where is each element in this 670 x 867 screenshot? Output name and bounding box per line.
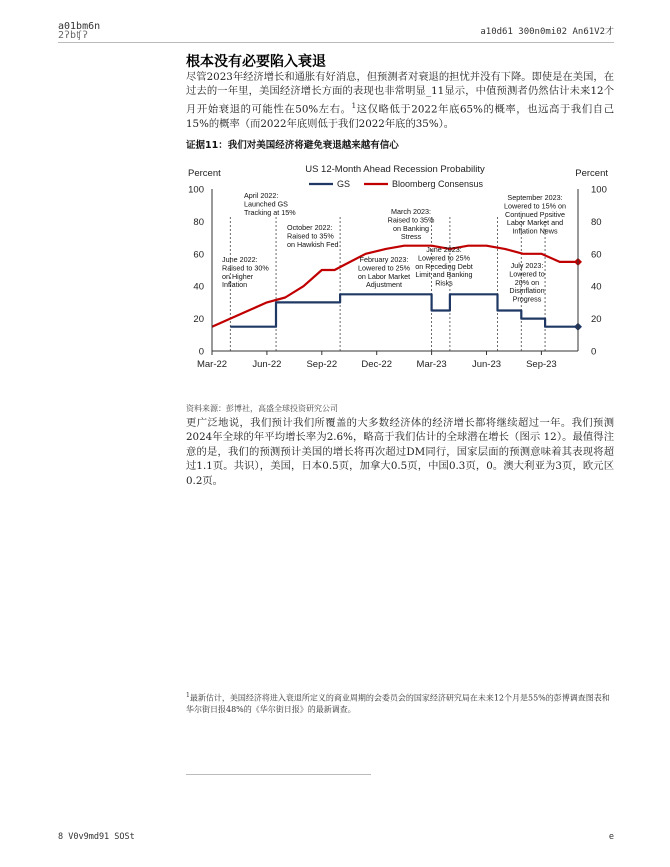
header-right: a10d61 300n0mi02 An61V2才 xyxy=(480,27,614,37)
paragraph-1 xyxy=(186,70,614,131)
event-annotation-line: Limit and Banking xyxy=(415,270,473,280)
event-annotation-line: June 2022: xyxy=(222,255,258,264)
event-annotation-line: Progress xyxy=(512,294,542,304)
event-annotation-line: Risks xyxy=(435,278,453,288)
event-annotation-line: Launched GS xyxy=(244,199,288,209)
event-annotation-line: on Banking xyxy=(393,223,429,233)
paragraph-2: 更广泛地说，我们预计我们所覆盖的大多数经济体的经济增长都将继续超过一年。我们预测2024年全球的年平均增长率为2.6%，略高于我们估计的全球潜在增长（图示 12）。最值得注意的是，我们的预测预计美国的增长将再次超过DM同行，国家层面的预测意味着其表现将超过1.1页。共识），美国，日本0.5页，加拿大0.5页，中国0.3页，0。澳大利亚为3页，欧元区0.2页。 xyxy=(186,417,614,487)
x-tick-label: Mar-23 xyxy=(416,359,447,370)
event-annotation-line: Adjustment xyxy=(366,280,402,290)
event-annotation-line: Tracking at 15% xyxy=(244,207,296,217)
event-annotation-line: Raised to 30% xyxy=(222,263,269,273)
x-tick-label: Sep-23 xyxy=(526,359,557,370)
y-tick-right: 20 xyxy=(591,314,602,326)
event-annotation xyxy=(415,245,473,288)
y-tick-left: 0 xyxy=(198,346,204,358)
x-tick-label: Dec-22 xyxy=(361,359,393,370)
y-tick-left: 40 xyxy=(193,281,204,293)
event-annotation-line: Raised to 35% xyxy=(387,215,435,225)
y-tick-right: 40 xyxy=(591,281,602,293)
event-annotation-line: July 2023: xyxy=(510,261,544,270)
recession-probability-chart xyxy=(186,157,614,395)
header-left xyxy=(58,22,100,40)
event-annotation xyxy=(222,255,269,289)
event-annotation-line: April 2022: xyxy=(244,191,279,200)
y-tick-right: 80 xyxy=(591,216,602,228)
event-annotation-line: Lowered to xyxy=(509,269,545,279)
header-rule xyxy=(58,42,614,43)
event-annotation-line: on Higher xyxy=(222,271,254,281)
footnote-ref[interactable]: 1 xyxy=(351,101,357,110)
event-annotation-line: Lowered to 15% on xyxy=(504,201,566,211)
y-axis-label-right: Percent xyxy=(575,168,608,179)
event-annotation-line: March 2023: xyxy=(391,207,431,216)
y-tick-right: 60 xyxy=(591,249,602,261)
footnote-rule xyxy=(186,774,371,775)
event-annotation-line: on Hawkish Fed xyxy=(287,239,339,249)
legend-label-consensus: Bloomberg Consensus xyxy=(392,179,484,189)
event-annotation-line: Continued Positive xyxy=(505,209,565,219)
y-tick-left: 60 xyxy=(193,249,204,261)
y-tick-right: 0 xyxy=(591,346,597,358)
event-annotation-line: September 2023: xyxy=(507,193,563,202)
footnote xyxy=(186,690,614,715)
y-axis-label-left: Percent xyxy=(188,168,221,179)
event-annotation-line: Lowered to 25% xyxy=(418,253,470,263)
y-tick-left: 20 xyxy=(193,314,204,326)
exhibit-title: 证据11：我们对美国经济将避免衰退越来越有信心 xyxy=(186,140,399,151)
event-annotation xyxy=(358,255,411,289)
event-annotation xyxy=(388,207,435,241)
event-annotation-line: 20% on xyxy=(514,277,540,287)
section-title: 根本没有必要陷入衰退 xyxy=(186,54,326,70)
event-annotation-line: on Labor Market xyxy=(357,271,411,281)
paragraph-1-text: 尽管2023年经济增长和通胀有好消息，但预测者对衰退的担忧并没有下降。即使是在美国，在过去的一年里，美国经济增长方面的表现也非常明显_11显示，中值预测者仍然估计未来12个月开始衰退的可能性在50%左右。 xyxy=(186,71,614,116)
event-annotation-line: Stress xyxy=(400,232,422,242)
event-annotation-line: Disinflation xyxy=(509,286,545,296)
event-annotation-line: Inflation News xyxy=(512,226,558,236)
header-left-line2: 2ʔbʧʔ xyxy=(58,30,89,41)
x-tick-label: Jun-22 xyxy=(252,359,282,370)
legend-label-gs: GS xyxy=(337,179,351,189)
event-annotation-line: Raised to 35% xyxy=(287,231,334,241)
x-tick-label: Jun-23 xyxy=(471,359,502,370)
event-annotation xyxy=(244,191,296,217)
paragraph-1-text-2: 这仅略低于2022年底65%的概率，也远高于我们自己15%的概率（而2022年底则低于我们2022年底的35%）。 xyxy=(186,103,615,130)
y-tick-right: 100 xyxy=(591,184,607,196)
event-annotation-line: February 2023: xyxy=(359,255,409,264)
chart-source: 资料来源：彭博社，高盛全球投资研究公司 xyxy=(186,404,338,413)
event-annotation xyxy=(509,261,545,304)
y-tick-left: 100 xyxy=(188,184,204,196)
event-annotation-line: Lowered to 25% xyxy=(358,263,410,273)
footnote-text: 最新估计，美国经济将进入衰退所定义的商业周期的会委员会的国家经济研究局在未来12个月是55%的彭博调查图表和华尔街日报48%的《华尔街日报》的最新调查。 xyxy=(186,693,610,714)
header-left-line1: a01bm6n xyxy=(58,21,101,32)
event-annotation-line: Labor Market and xyxy=(506,218,564,228)
event-annotation-line: Inflation xyxy=(222,280,248,290)
event-annotation-line: October 2022: xyxy=(287,223,333,232)
x-tick-label: Sep-22 xyxy=(306,359,338,370)
y-tick-left: 80 xyxy=(193,216,204,228)
footnote-number: 1 xyxy=(186,692,190,699)
event-annotation xyxy=(287,223,339,249)
footer-right: e xyxy=(608,832,614,842)
event-annotation-line: on Receding Debt xyxy=(415,261,473,271)
event-annotation xyxy=(504,193,566,236)
x-tick-label: Mar-22 xyxy=(196,359,228,370)
chart-title: US 12-Month Ahead Recession Probability xyxy=(305,164,485,175)
event-annotation-line: June 2023: xyxy=(426,245,462,254)
footer-left: 8 V0v9md91 SOSt xyxy=(58,832,135,842)
